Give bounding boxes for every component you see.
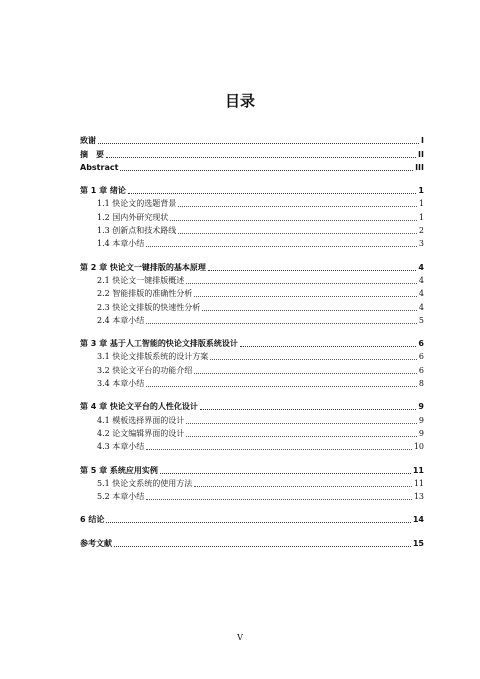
- dot-leader: [146, 385, 417, 387]
- dot-leader: [186, 282, 417, 284]
- toc-entry-label: 3.2 快论文平台的功能介绍: [97, 365, 193, 375]
- toc-entry-chapter-2[interactable]: [80, 260, 424, 273]
- dot-leader: [146, 245, 417, 247]
- dot-leader: [178, 232, 417, 234]
- toc-entry-label: 第 2 章 快论文一键排版的基本原理: [80, 262, 206, 272]
- dot-leader: [170, 219, 417, 221]
- toc-entry-label: 第 4 章 快论文平台的人性化设计: [80, 402, 198, 412]
- toc-entry-page: 5: [418, 315, 424, 325]
- toc-entry-section-1-2[interactable]: [80, 210, 424, 223]
- table-of-contents: [80, 134, 424, 550]
- toc-entry-label: 摘 要: [80, 149, 104, 159]
- dot-leader: [128, 192, 417, 194]
- dot-leader: [194, 372, 417, 374]
- toc-entry-section-5-1[interactable]: [80, 477, 424, 490]
- toc-entry-chapter-4[interactable]: [80, 400, 424, 413]
- dot-leader: [194, 485, 412, 487]
- dot-leader: [202, 309, 417, 311]
- toc-entry-label: 4.3 本章小结: [97, 442, 145, 452]
- toc-entry-label: 1.2 国内外研究现状: [97, 212, 169, 222]
- toc-entry-label: 6 结论: [80, 515, 105, 525]
- dot-leader: [146, 448, 412, 450]
- toc-entry-page: 14: [412, 515, 424, 525]
- dot-leader: [114, 545, 411, 547]
- toc-entry-page: 1: [418, 212, 424, 222]
- dot-leader: [200, 408, 417, 410]
- toc-entry-page: 15: [412, 538, 424, 548]
- toc-entry-page: 11: [413, 478, 424, 488]
- dot-leader: [146, 498, 412, 500]
- toc-entry-conclusion[interactable]: [80, 513, 424, 526]
- toc-entry-label: 参考文献: [80, 538, 112, 548]
- toc-entry-page: 11: [412, 465, 424, 475]
- toc-entry-section-4-1[interactable]: [80, 413, 424, 426]
- toc-entry-label: 致谢: [80, 136, 96, 146]
- toc-entry-label: 2.3 快论文排版的快速性分析: [97, 302, 201, 312]
- page-number: V: [237, 633, 243, 642]
- dot-leader: [178, 205, 417, 207]
- toc-entry-section-2-4[interactable]: [80, 314, 424, 327]
- toc-entry-abstract-cn[interactable]: [80, 147, 424, 160]
- toc-entry-chapter-1[interactable]: [80, 184, 424, 197]
- toc-entry-page: 2: [418, 226, 424, 236]
- dot-leader: [208, 269, 417, 271]
- toc-entry-page: II: [418, 149, 424, 159]
- dot-leader: [210, 358, 417, 360]
- toc-entry-label: Abstract: [80, 162, 119, 172]
- toc-entry-section-3-2[interactable]: [80, 363, 424, 376]
- toc-entry-section-5-2[interactable]: [80, 490, 424, 503]
- dot-leader: [240, 345, 417, 347]
- dot-leader: [186, 422, 417, 424]
- toc-entry-page: 9: [418, 415, 424, 425]
- toc-entry-page: 1: [418, 199, 424, 209]
- toc-entry-section-3-1[interactable]: [80, 350, 424, 363]
- page-title: 目录: [224, 92, 255, 110]
- dot-leader: [160, 472, 411, 474]
- toc-entry-page: 4: [418, 275, 424, 285]
- toc-entry-page: 3: [418, 239, 424, 249]
- toc-entry-references[interactable]: [80, 536, 424, 549]
- toc-entry-page: 6: [418, 339, 424, 349]
- toc-entry-section-1-1[interactable]: [80, 197, 424, 210]
- toc-entry-page: 4: [418, 262, 424, 272]
- toc-entry-section-4-3[interactable]: [80, 440, 424, 453]
- toc-entry-page: 10: [413, 442, 424, 452]
- toc-entry-page: I: [421, 136, 424, 146]
- toc-entry-label: 2.1 快论文一键排版概述: [97, 275, 185, 285]
- toc-entry-label: 2.4 本章小结: [97, 315, 145, 325]
- toc-entry-section-1-3[interactable]: [80, 224, 424, 237]
- toc-entry-label: 4.1 模板选择界面的设计: [97, 415, 185, 425]
- toc-entry-page: 1: [418, 186, 424, 196]
- toc-entry-label: 3.1 快论文排版系统的设计方案: [97, 352, 209, 362]
- dot-leader: [106, 521, 411, 523]
- toc-entry-page: 6: [418, 352, 424, 362]
- toc-entry-page: 9: [418, 402, 424, 412]
- toc-entry-label: 第 5 章 系统应用实例: [80, 465, 158, 475]
- dot-leader: [106, 156, 416, 158]
- dot-leader: [120, 169, 413, 171]
- toc-entry-chapter-5[interactable]: [80, 463, 424, 476]
- toc-entry-acknowledgements[interactable]: [80, 134, 424, 147]
- toc-entry-label: 3.4 本章小结: [97, 379, 145, 389]
- toc-entry-page: 4: [418, 289, 424, 299]
- toc-entry-page: 4: [418, 302, 424, 312]
- toc-entry-section-2-1[interactable]: [80, 274, 424, 287]
- toc-entry-label: 4.2 论文编辑界面的设计: [97, 428, 185, 438]
- toc-entry-page: 9: [418, 428, 424, 438]
- toc-entry-abstract-en[interactable]: [80, 161, 424, 174]
- toc-entry-label: 2.2 智能排版的准确性分析: [97, 289, 193, 299]
- toc-entry-label: 1.1 快论文的选题背景: [97, 199, 177, 209]
- toc-entry-label: 5.1 快论文系统的使用方法: [97, 478, 193, 488]
- toc-entry-page: III: [415, 162, 424, 172]
- dot-leader: [186, 435, 417, 437]
- toc-entry-label: 5.2 本章小结: [97, 492, 145, 502]
- toc-entry-page: 6: [418, 365, 424, 375]
- toc-entry-section-2-2[interactable]: [80, 287, 424, 300]
- toc-entry-label: 第 3 章 基于人工智能的快论文排版系统设计: [80, 339, 238, 349]
- toc-entry-section-2-3[interactable]: [80, 300, 424, 313]
- toc-entry-page: 13: [413, 492, 424, 502]
- toc-entry-label: 第 1 章 绪论: [80, 186, 126, 196]
- dot-leader: [194, 295, 417, 297]
- toc-entry-section-1-4[interactable]: [80, 237, 424, 250]
- dot-leader: [98, 142, 419, 144]
- toc-entry-label: 1.4 本章小结: [97, 239, 145, 249]
- toc-entry-chapter-3[interactable]: [80, 337, 424, 350]
- toc-entry-label: 1.3 创新点和技术路线: [97, 226, 177, 236]
- dot-leader: [146, 322, 417, 324]
- toc-entry-section-4-2[interactable]: [80, 427, 424, 440]
- toc-entry-section-3-4[interactable]: [80, 377, 424, 390]
- toc-entry-page: 8: [418, 379, 424, 389]
